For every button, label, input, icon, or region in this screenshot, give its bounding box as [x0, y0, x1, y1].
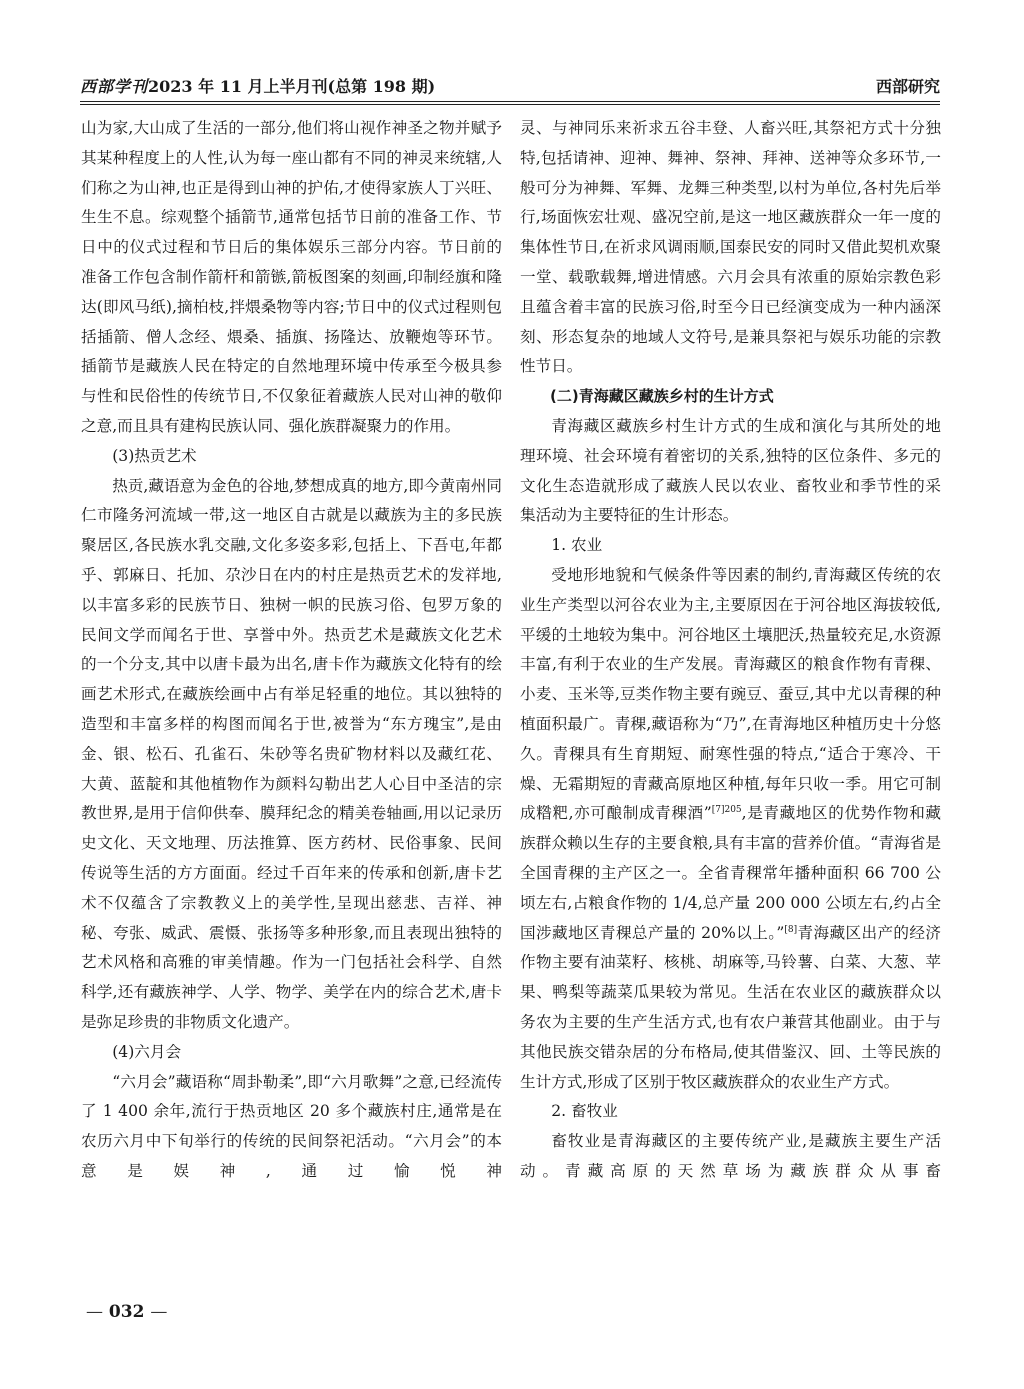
page-number-footer: [86, 1302, 167, 1322]
page-number: 032: [108, 1302, 145, 1322]
right-column: [520, 114, 941, 1187]
subheading-regong-art: (3)热贡艺术: [112, 446, 197, 465]
header-rule-double: [80, 104, 940, 105]
left-column: [81, 114, 502, 1187]
section-heading: (二)青海藏区藏族乡村的生计方式: [550, 387, 774, 406]
footer-dash: —: [150, 1302, 168, 1322]
text-run: 青海藏区出产的经济作物主要有油菜籽、核桃、胡麻等,马铃薯、白菜、大葱、苹果、鸭梨等蔬菜瓜果较为常见。生活在农业区的藏族群众以务农为主要的生产生活方式,也有农户兼营其他副业。由于与其他民族交错杂居的分布格局,使其借鉴汉、回、土等民族的生计方式,形成了区别于牧区藏族群众的农业生产方式。: [520, 923, 941, 1091]
subheading-june-festival: (4)六月会: [112, 1042, 182, 1061]
subheading-animal-husbandry: 2. 畜牧业: [551, 1102, 618, 1121]
subheading-agriculture: 1. 农业: [551, 536, 603, 555]
paragraph: “六月会”藏语称“周卦勒柔”,即“六月歌舞”之意,已经流传了 1 400 余年,流行于热贡地区 20 多个藏族村庄,通常是在农历六月中下旬举行的传统的民间祭祀活动。“六月会”的本意是娱神,通过愉悦神: [81, 1072, 502, 1180]
issue-info: 2023 年 11 月上半月刊(总第 198 期): [148, 77, 436, 96]
paragraph: 青海藏区藏族乡村生计方式的生成和演化与其所处的地理环境、社会环境有着密切的关系,独特的区位条件、多元的文化生态造就形成了藏族人民以农业、畜牧业和季节性的采集活动为主要特征的生计形态。: [520, 416, 941, 525]
paragraph-agriculture: [520, 561, 941, 1097]
header-rule: [80, 101, 940, 102]
running-header: [80, 70, 940, 100]
journal-logo: 西部学刊: [80, 77, 149, 96]
paragraph: 热贡,藏语意为金色的谷地,梦想成真的地方,即今黄南州同仁市隆务河流域一带,这一地区自古就是以藏族为主的多民族聚居区,各民族水乳交融,文化多姿多彩,包括上、下吾屯,年都乎、郭麻日、托加、尕沙日在内的村庄是热贡艺术的发祥地,以丰富多彩的民族节日、独树一帜的民族习俗、包罗万象的民间文学而闻名于世、享誉中外。热贡艺术是藏族文化艺术的一个分支,其中以唐卡最为出名,唐卡作为藏族文化特有的绘画艺术形式,在藏族绘画中占有举足轻重的地位。其以独特的造型和丰富多样的构图而闻名于世,被誉为“东方瑰宝”,是由金、银、松石、孔雀石、朱砂等名贵矿物材料以及藏红花、大黄、蓝靛和其他植物作为颜料勾勒出艺人心目中圣洁的宗教世界,是用于信仰供奉、膜拜纪念的精美卷轴画,用以记录历史文化、天文地理、历法推算、医方药材、民俗事象、民间传说等生活的方方面面。经过千百年来的传承和创新,唐卡艺术不仅蕴含了宗教教义上的美学性,呈现出慈悲、吉祥、神秘、夸张、威武、震慑、张扬等多种形象,而且表现出独特的艺术风格和高雅的审美情趣。作为一门包括社会科学、自然科学,还有藏族神学、人学、物学、美学在内的综合艺术,唐卡是弥足珍贵的非物质文化遗产。: [81, 476, 502, 1031]
text-run: 受地形地貌和气候条件等因素的制约,青海藏区传统的农业生产类型以河谷农业为主,主要原因在于河谷地区海拔较低,平缓的土地较为集中。河谷地区土壤肥沃,热量较充足,水资源丰富,有利于农业的生产发展。青海藏区的粮食作物有青稞、小麦、玉米等,豆类作物主要有豌豆、蚕豆,其中尤以青稞的种植面积最广。青稞,藏语称为“乃”,在青海地区种植历史十分悠久。青稞具有生育期短、耐寒性强的特点,“适合于寒冷、干燥、无霜期短的青藏高原地区种植,每年只收一季。用它可制成糌粑,亦可酿制成青稞酒”: [520, 565, 941, 823]
paragraph: 畜牧业是青海藏区的主要传统产业,是藏族主要生产活动。青藏高原的天然草场为藏族群众从事畜: [520, 1132, 941, 1180]
citation: [8]: [784, 924, 798, 935]
paragraph: 灵、与神同乐来祈求五谷丰登、人畜兴旺,其祭祀方式十分独特,包括请神、迎神、舞神、祭神、拜神、送神等众多环节,一般可分为神舞、军舞、龙舞三种类型,以村为单位,各村先后举行,场面恢宏壮观、盛况空前,是这一地区藏族群众一年一度的集体性节日,在祈求风调雨顺,国泰民安的同时又借此契机欢聚一堂、载歌载舞,增进情感。六月会具有浓重的原始宗教色彩且蕴含着丰富的民族习俗,时至今日已经演变成为一种内涵深刻、形态复杂的地域人文符号,是兼具祭祀与娱乐功能的宗教性节日。: [520, 119, 941, 376]
text-run: ,是青藏地区的优势作物和藏族群众赖以生存的主要食粮,具有丰富的营养价值。“青海省是全国青稞的主产区之一。全省青稞常年播种面积 66 700 公顷左右,占粮食作物的 1/4,总产量 200 000 公顷左右,约占全国涉藏地区青稞总产量的 20%以上。”: [520, 804, 941, 942]
section-name: 西部研究: [875, 77, 940, 96]
journal-title: [80, 74, 435, 97]
footer-dash: —: [86, 1302, 103, 1322]
paragraph: 山为家,大山成了生活的一部分,他们将山视作神圣之物并赋予其某种程度上的人性,认为每一座山都有不同的神灵来统辖,人们称之为山神,也正是得到山神的护佑,才使得家族人丁兴旺、生生不息。综观整个插箭节,通常包括节日前的准备工作、节日中的仪式过程和节日后的集体娱乐三部分内容。节日前的准备工作包含制作箭杆和箭镞,箭板图案的刻画,印制经旗和隆达(即风马纸),摘柏枝,拌煨桑物等内容;节日中的仪式过程则包括插箭、僧人念经、煨桑、插旗、扬隆达、放鞭炮等环节。插箭节是藏族人民在特定的自然地理环境中传承至今极具参与性和民俗性的传统节日,不仅象征着藏族人民对山神的敬仰之意,而且具有建构民族认同、强化族群凝聚力的作用。: [81, 119, 502, 435]
citation: [7]205: [711, 805, 742, 816]
